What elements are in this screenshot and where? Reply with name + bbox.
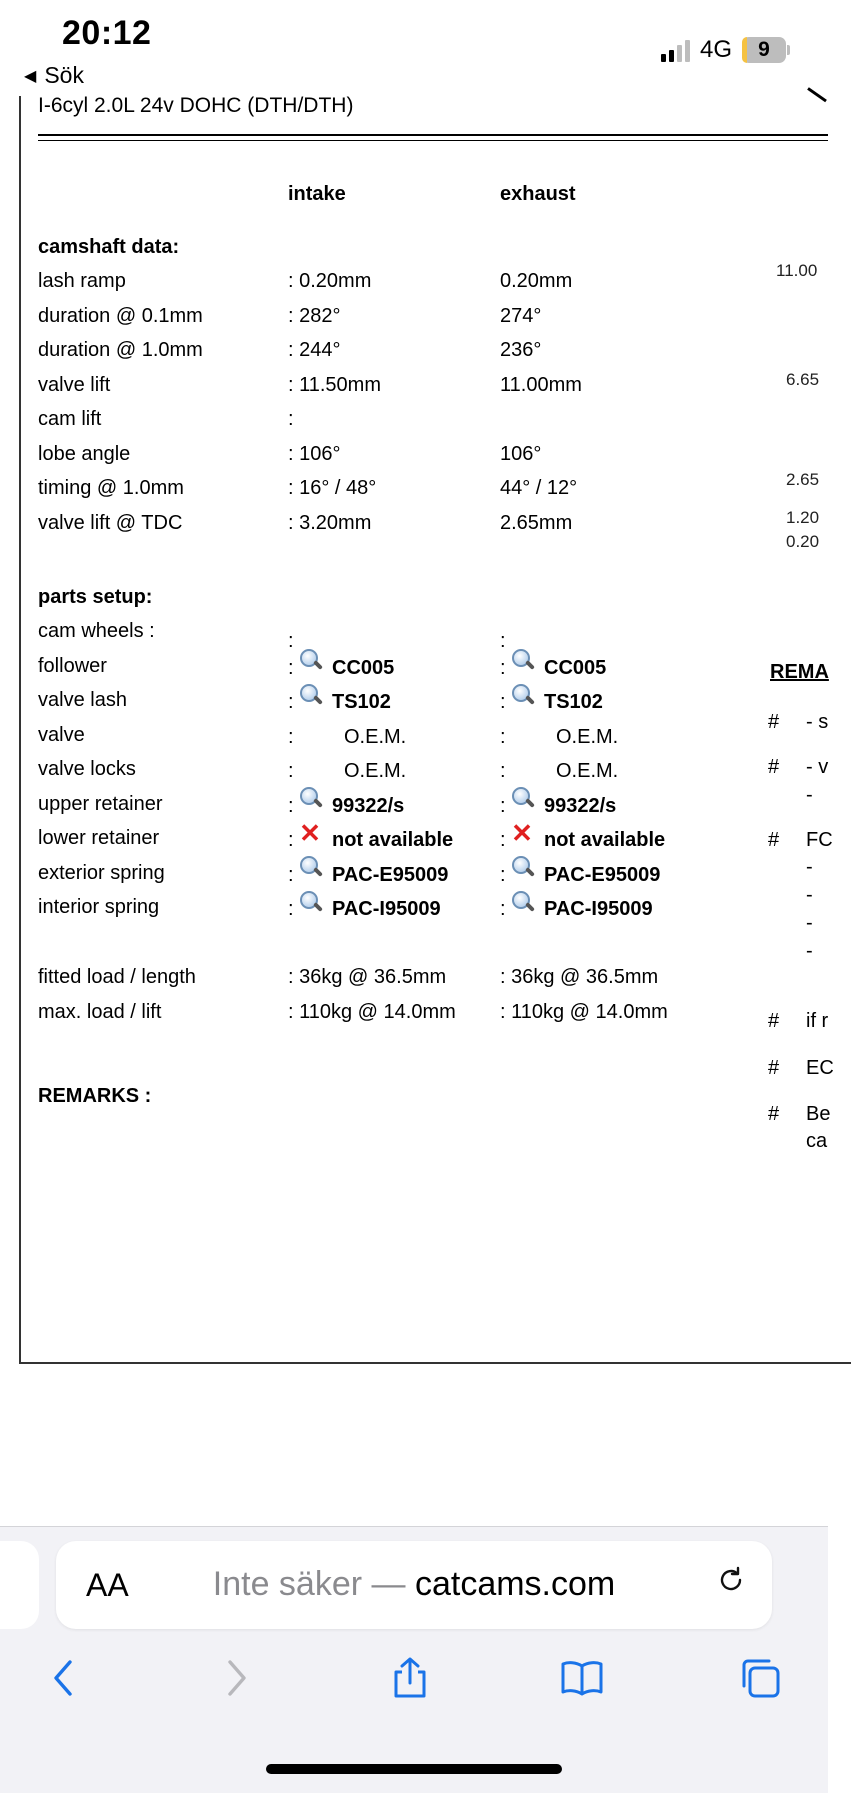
hash-mark: # — [768, 711, 780, 733]
remark-fragment: FC — [806, 829, 833, 851]
camshaft-exhaust-value: 236° — [500, 339, 542, 361]
parts-row-label: follower — [38, 654, 107, 677]
remark-fragment: - s — [806, 711, 829, 733]
part-exhaust-value[interactable]: 99322/s — [544, 794, 617, 817]
camshaft-row-label: duration @ 1.0mm — [38, 339, 203, 361]
camshaft-row-label: valve lift — [38, 373, 111, 396]
part-intake[interactable]: : PAC-I95009 — [288, 898, 441, 921]
part-exhaust: : — [500, 630, 506, 652]
network-type: 4G — [699, 36, 732, 63]
parts-row-label: interior spring — [38, 896, 160, 918]
aa-label: AA — [86, 1567, 129, 1603]
part-intake: : ✕ not available — [288, 818, 454, 851]
status-indicators — [661, 36, 790, 64]
camshaft-exhaust-value: 2.65mm — [500, 511, 573, 534]
camshaft-intake-value: : 3.20mm — [288, 511, 372, 534]
parts-row-label: cam wheels : — [38, 620, 155, 642]
camshaft-row-label: timing @ 1.0mm — [38, 477, 184, 499]
parts-row-label: upper retainer — [38, 792, 163, 815]
part-intake-value[interactable]: PAC-E95009 — [332, 863, 449, 886]
column-header-exhaust: exhaust — [500, 183, 576, 205]
status-time: 20:12 — [62, 14, 152, 52]
unavailable-cross-icon: ✕ — [511, 818, 533, 848]
part-exhaust-value[interactable]: TS102 — [544, 691, 603, 713]
home-indicator[interactable] — [266, 1764, 562, 1774]
part-intake-value: O.E.M. — [344, 725, 407, 748]
battery-level: 9 — [758, 38, 770, 61]
divider — [38, 134, 828, 136]
camshaft-row-label: cam lift — [38, 408, 102, 430]
part-intake[interactable]: : CC005 — [288, 657, 394, 680]
magnifier-icon[interactable] — [510, 785, 536, 811]
unavailable-cross-icon: ✕ — [299, 818, 321, 848]
part-exhaust[interactable]: : PAC-E95009 — [500, 864, 660, 887]
part-intake-value[interactable]: TS102 — [332, 691, 391, 713]
camshaft-exhaust-value: 44° / 12° — [500, 477, 578, 499]
magnifier-icon[interactable] — [510, 647, 536, 673]
parts-row-label: valve lash — [38, 689, 127, 711]
back-triangle-icon: ◀ — [24, 67, 37, 85]
diagram-label: 11.00 — [776, 261, 818, 280]
divider — [38, 140, 828, 141]
load-row-label: max. load / lift — [38, 1000, 162, 1023]
address-bar[interactable] — [56, 1541, 772, 1629]
camshaft-intake-value: : 244° — [288, 339, 341, 361]
remark-fragment: - — [806, 940, 813, 962]
camshaft-intake-value: : 106° — [288, 442, 341, 465]
part-exhaust-value[interactable]: PAC-I95009 — [544, 898, 653, 920]
part-intake[interactable]: : 99322/s — [288, 795, 404, 818]
previous-tab-preview[interactable] — [0, 1541, 39, 1629]
load-row-label: fitted load / length — [38, 966, 196, 988]
remark-fragment: - v — [806, 756, 829, 778]
diagram-label: 0.20 — [786, 532, 820, 551]
camshaft-exhaust-value: 0.20mm — [500, 270, 573, 292]
diagram-label: 1.20 — [786, 508, 820, 527]
camshaft-intake-value: : 0.20mm — [288, 270, 372, 292]
camshaft-row-label: duration @ 0.1mm — [38, 304, 203, 327]
column-header-intake: intake — [288, 183, 346, 205]
camshaft-exhaust-value: 11.00mm — [500, 373, 582, 396]
magnifier-icon[interactable] — [510, 854, 536, 880]
part-intake[interactable]: : TS102 — [288, 691, 391, 714]
camshaft-data-header: camshaft data: — [38, 236, 180, 258]
part-exhaust-value: O.E.M. — [556, 725, 619, 748]
page-frame — [19, 96, 851, 1364]
remark-fragment: - — [806, 856, 813, 878]
side-remarks-heading: REMA — [770, 661, 829, 683]
remarks-label: REMARKS : — [38, 1085, 152, 1107]
part-exhaust-value[interactable]: PAC-E95009 — [544, 863, 661, 886]
tabs-icon[interactable] — [738, 1656, 782, 1700]
part-intake-value[interactable]: PAC-I95009 — [332, 898, 441, 920]
back-to-search-link[interactable] — [24, 62, 84, 89]
magnifier-icon[interactable] — [298, 647, 324, 673]
part-exhaust-value: O.E.M. — [556, 760, 619, 782]
remark-fragment: - — [806, 912, 813, 934]
part-intake: : — [288, 630, 294, 652]
part-intake-value: not available — [332, 829, 454, 851]
magnifier-icon[interactable] — [510, 889, 536, 915]
remark-fragment: - — [806, 784, 813, 806]
part-exhaust[interactable]: : CC005 — [500, 657, 606, 680]
camshaft-intake-value: : 282° — [288, 304, 341, 327]
diagram-label: 6.65 — [786, 370, 820, 389]
remark-fragment: EC — [806, 1057, 834, 1079]
parts-row-label: exterior spring — [38, 861, 165, 884]
part-intake-value[interactable]: 99322/s — [332, 794, 405, 817]
magnifier-icon[interactable] — [510, 682, 536, 708]
part-intake-value[interactable]: CC005 — [332, 656, 395, 679]
url-security-prefix: Inte säker — — [212, 1565, 406, 1603]
camshaft-exhaust-value: 274° — [500, 304, 542, 327]
camshaft-row-label: valve lift @ TDC — [38, 511, 183, 534]
load-intake-value: : 36kg @ 36.5mm — [288, 966, 447, 988]
part-exhaust: : O.E.M. — [500, 725, 619, 748]
reload-icon[interactable] — [716, 1565, 746, 1595]
camshaft-exhaust-value: 106° — [500, 442, 542, 465]
remark-fragment: ca — [806, 1130, 828, 1152]
part-exhaust[interactable]: : PAC-I95009 — [500, 898, 653, 921]
load-intake-value: : 110kg @ 14.0mm — [288, 1000, 456, 1023]
parts-row-label: valve — [38, 723, 85, 746]
remark-fragment: if r — [806, 1010, 829, 1032]
back-label: Sök — [44, 62, 84, 88]
parts-row-label: valve locks — [38, 758, 136, 780]
camshaft-row-label: lash ramp — [38, 270, 126, 292]
battery-icon — [742, 37, 786, 63]
magnifier-icon[interactable] — [298, 854, 324, 880]
hash-mark: # — [768, 1103, 780, 1125]
magnifier-icon[interactable] — [298, 889, 324, 915]
url-display[interactable] — [56, 1565, 772, 1604]
part-exhaust-value: not available — [544, 829, 666, 851]
hash-mark: # — [768, 756, 780, 778]
part-intake: : O.E.M. — [288, 725, 407, 748]
parts-row-label: lower retainer — [38, 827, 160, 849]
load-exhaust-value: : 110kg @ 14.0mm — [500, 1000, 668, 1023]
camshaft-intake-value: : 11.50mm — [288, 373, 381, 396]
camshaft-row-label: lobe angle — [38, 442, 131, 465]
hash-mark: # — [768, 1057, 780, 1079]
part-exhaust[interactable]: : 99322/s — [500, 795, 616, 818]
part-intake: : O.E.M. — [288, 760, 407, 782]
part-intake[interactable]: : PAC-E95009 — [288, 864, 448, 887]
engine-title: I-6cyl 2.0L 24v DOHC (DTH/DTH) — [38, 94, 354, 117]
camshaft-intake-value: : — [288, 408, 294, 430]
camshaft-intake-value: : 16° / 48° — [288, 477, 377, 499]
part-intake-value: O.E.M. — [344, 760, 407, 782]
share-icon[interactable] — [388, 1656, 432, 1700]
magnifier-icon[interactable] — [298, 785, 324, 811]
remark-fragment: Be — [806, 1103, 831, 1125]
part-exhaust-value[interactable]: CC005 — [544, 656, 607, 679]
cellular-signal-icon — [661, 38, 690, 62]
parts-setup-header: parts setup: — [38, 586, 153, 608]
back-icon[interactable] — [44, 1656, 88, 1700]
magnifier-icon[interactable] — [298, 682, 324, 708]
load-exhaust-value: : 36kg @ 36.5mm — [500, 966, 659, 988]
part-exhaust: : O.E.M. — [500, 760, 619, 782]
remark-fragment: - — [806, 884, 813, 906]
hash-mark: # — [768, 829, 780, 851]
forward-icon[interactable] — [214, 1656, 258, 1700]
diagram-label: 2.65 — [786, 470, 820, 489]
part-exhaust: : ✕ not available — [500, 818, 666, 851]
bookmarks-icon[interactable] — [560, 1656, 604, 1700]
url-domain: catcams.com — [414, 1565, 616, 1603]
part-exhaust[interactable]: : TS102 — [500, 691, 603, 714]
hash-mark: # — [768, 1010, 780, 1032]
